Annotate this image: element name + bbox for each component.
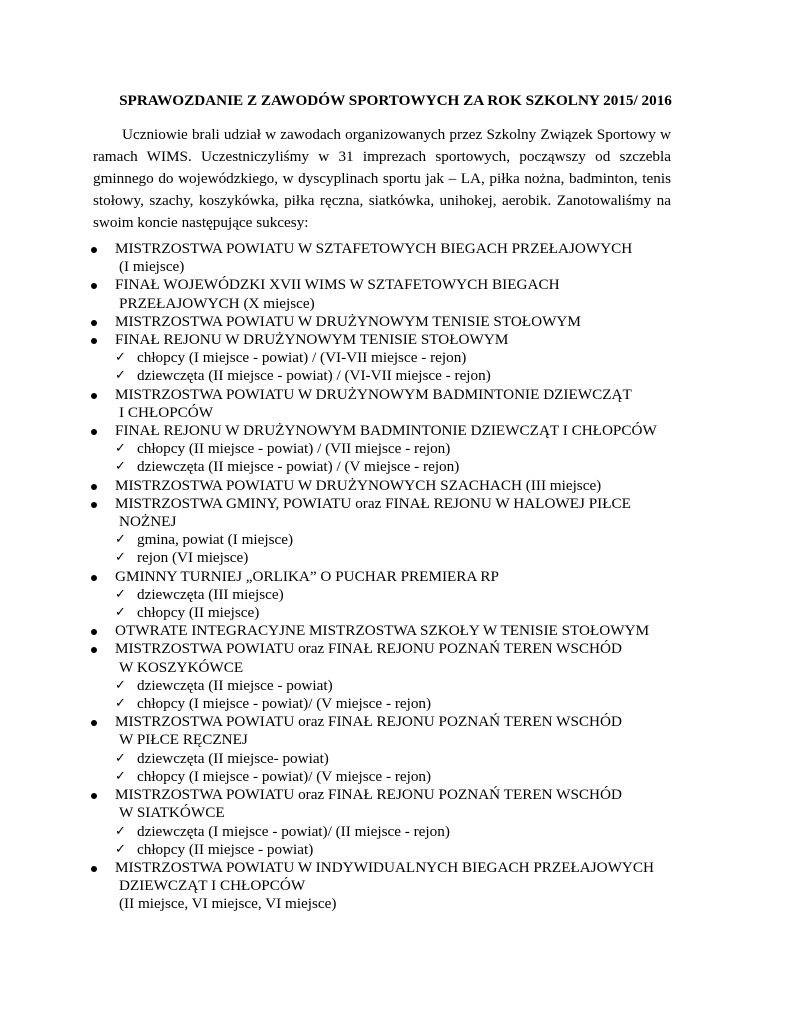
checkmark-icon: ✓	[115, 605, 126, 621]
list-item	[0, 240, 791, 276]
list-item-line: MISTRZOSTWA POWIATU W DRUŻYNOWYM TENISIE STOŁOWYM	[115, 312, 581, 330]
sub-list-item	[115, 768, 791, 786]
sub-list-item-text: chłopcy (II miejsce - powiat)	[137, 840, 314, 858]
list-item-text	[115, 276, 675, 312]
checkmark-icon: ✓	[115, 459, 126, 475]
list-item-line: I CHŁOPCÓW	[119, 403, 214, 421]
list-item	[0, 422, 791, 477]
list-item	[0, 568, 791, 623]
list-item-line: DZIEWCZĄT I CHŁOPCÓW	[119, 877, 306, 895]
sub-list-item-text: gmina, powiat (I miejsce)	[137, 531, 294, 549]
bullet-dot-icon	[91, 793, 97, 799]
bullet-dot-icon	[91, 629, 97, 635]
list-item	[0, 786, 791, 859]
checkmark-icon: ✓	[115, 750, 126, 766]
sub-list	[115, 750, 791, 786]
list-item	[0, 859, 791, 914]
list-item-text	[115, 640, 675, 676]
list-item	[0, 386, 791, 422]
sub-list-item-text: dziewczęta (II miejsce - powiat)	[137, 676, 333, 694]
list-item-text	[115, 313, 675, 331]
list-item-text	[115, 477, 675, 495]
sub-list-item	[115, 695, 791, 713]
list-item-line: (I miejsce)	[119, 258, 185, 276]
list-item-line: W PIŁCE RĘCZNEJ	[119, 731, 248, 749]
sub-list-item	[115, 750, 791, 768]
checkmark-icon: ✓	[115, 841, 126, 857]
sub-list-item	[115, 440, 791, 458]
checkmark-icon: ✓	[115, 550, 126, 566]
checkmark-icon: ✓	[115, 441, 126, 457]
bullet-dot-icon	[91, 575, 97, 581]
sub-list-item-text: chłopcy (II miejsce - powiat) / (VII miejsce - rejon)	[137, 440, 451, 458]
sub-list-item	[115, 677, 791, 695]
sub-list-item	[115, 841, 791, 859]
bullet-dot-icon	[91, 283, 97, 289]
sub-list	[115, 823, 791, 859]
list-item	[0, 640, 791, 713]
sub-list-item-text: dziewczęta (I miejsce - powiat)/ (II miejsce - rejon)	[137, 822, 450, 840]
sub-list-item	[115, 823, 791, 841]
list-item-text	[115, 713, 675, 749]
sub-list-item-text: dziewczęta (II miejsce - powiat) / (V miejsce - rejon)	[137, 458, 460, 476]
sub-list-item	[115, 458, 791, 476]
list-item-line: W KOSZYKÓWCE	[119, 658, 244, 676]
sub-list	[115, 440, 791, 476]
sub-list-item	[115, 586, 791, 604]
bullet-dot-icon	[91, 338, 97, 344]
bullet-dot-icon	[91, 484, 97, 490]
list-item-text	[115, 568, 675, 586]
document-title: SPRAWOZDANIE Z ZAWODÓW SPORTOWYCH ZA ROK SZKOLNY 2015/ 2016	[119, 92, 672, 109]
list-item-line: FINAŁ WOJEWÓDZKI XVII WIMS W SZTAFETOWYCH BIEGACH	[115, 276, 560, 294]
list-item-line: MISTRZOSTWA POWIATU W INDYWIDUALNYCH BIEGACH PRZEŁAJOWYCH	[115, 858, 654, 876]
checkmark-icon: ✓	[115, 696, 126, 712]
intro-paragraph	[93, 124, 671, 234]
checkmark-icon: ✓	[115, 768, 126, 784]
sub-list-item	[115, 604, 791, 622]
list-item	[0, 495, 791, 568]
list-item-text	[115, 786, 675, 822]
list-item-line: OTWRATE INTEGRACYJNE MISTRZOSTWA SZKOŁY W TENISIE STOŁOWYM	[115, 622, 650, 640]
list-item-line: MISTRZOSTWA POWIATU W SZTAFETOWYCH BIEGACH PRZEŁAJOWYCH	[115, 240, 633, 257]
list-item-text	[115, 331, 675, 349]
list-item-line: MISTRZOSTWA POWIATU oraz FINAŁ REJONU POZNAŃ TEREN WSCHÓD	[115, 786, 622, 804]
sub-list-item-text: dziewczęta (II miejsce- powiat)	[137, 749, 329, 767]
list-item-line: MISTRZOSTWA POWIATU W DRUŻYNOWYCH SZACHACH (III miejsce)	[115, 476, 602, 494]
bullet-dot-icon	[91, 720, 97, 726]
list-item-line: MISTRZOSTWA POWIATU oraz FINAŁ REJONU POZNAŃ TEREN WSCHÓD	[115, 640, 622, 658]
list-item	[0, 331, 791, 386]
checkmark-icon: ✓	[115, 677, 126, 693]
list-item-line: MISTRZOSTWA POWIATU oraz FINAŁ REJONU POZNAŃ TEREN WSCHÓD	[115, 713, 622, 731]
list-item-line: FINAŁ REJONU W DRUŻYNOWYM TENISIE STOŁOWYM	[115, 331, 509, 349]
sub-list	[115, 586, 791, 622]
list-item-line: PRZEŁAJOWYCH (X miejsce)	[119, 294, 315, 312]
sub-list-item	[115, 549, 791, 567]
sub-list-item-text: chłopcy (I miejsce - powiat) / (VI-VII miejsce - rejon)	[137, 349, 467, 367]
list-item-line: (II miejsce, VI miejsce, VI miejsce)	[119, 895, 337, 913]
bullet-dot-icon	[91, 320, 97, 326]
sub-list	[115, 531, 791, 567]
bullet-dot-icon	[91, 866, 97, 872]
checkmark-icon: ✓	[115, 532, 126, 548]
list-item	[0, 477, 791, 495]
bullet-dot-icon	[91, 429, 97, 435]
list-item-text	[115, 495, 675, 531]
checkmark-icon: ✓	[115, 586, 126, 602]
sub-list	[115, 349, 791, 385]
intro-text: Uczniowie brali udział w zawodach organizowanych przez Szkolny Związek Sportowy w ramach WIMS. Uczestniczyliśmy w 31 imprezach sportowych, począwszy od szczebla gminnego do wojewódzkiego, w dyscyplinach sportu jak – LA, piłka nożna, badminton, tenis stołowy, szachy, koszykówka, piłka ręczna, siatkówka, unihokej, aerobik. Zanotowaliśmy na swoim koncie następujące sukcesy:	[93, 126, 671, 231]
bullet-dot-icon	[91, 247, 97, 253]
sub-list	[115, 677, 791, 713]
checkmark-icon: ✓	[115, 368, 126, 384]
sub-list-item-text: chłopcy (II miejsce)	[137, 604, 260, 622]
list-item-text	[115, 422, 675, 440]
list-item	[0, 313, 791, 331]
bullet-dot-icon	[91, 647, 97, 653]
sub-list-item-text: chłopcy (I miejsce - powiat)/ (V miejsce - rejon)	[137, 767, 432, 785]
list-item-line: MISTRZOSTWA POWIATU W DRUŻYNOWYM BADMINTONIE DZIEWCZĄT	[115, 385, 632, 403]
list-item	[0, 276, 791, 312]
sub-list-item-text: chłopcy (I miejsce - powiat)/ (V miejsce - rejon)	[137, 695, 432, 713]
checkmark-icon: ✓	[115, 823, 126, 839]
bullet-dot-icon	[91, 393, 97, 399]
list-item-line: NOŻNEJ	[119, 513, 177, 531]
list-item-line: MISTRZOSTWA GMINY, POWIATU oraz FINAŁ REJONU W HALOWEJ PIŁCE	[115, 494, 631, 512]
list-item-line: FINAŁ REJONU W DRUŻYNOWYM BADMINTONIE DZIEWCZĄT I CHŁOPCÓW	[115, 422, 657, 440]
sub-list-item	[115, 367, 791, 385]
list-item-line: W SIATKÓWCE	[119, 804, 225, 822]
sub-list-item-text: dziewczęta (II miejsce - powiat) / (VI-VII miejsce - rejon)	[137, 367, 491, 385]
list-item-text	[115, 622, 675, 640]
list-item	[0, 713, 791, 786]
sub-list-item	[115, 531, 791, 549]
list-item	[0, 622, 791, 640]
sub-list-item-text: rejon (VI miejsce)	[137, 549, 249, 567]
sub-list-item	[115, 349, 791, 367]
list-item-text	[115, 386, 675, 422]
list-item-text	[115, 240, 675, 276]
checkmark-icon: ✓	[115, 350, 126, 366]
list-item-line: GMINNY TURNIEJ „ORLIKA” O PUCHAR PREMIERA RP	[115, 567, 499, 585]
sub-list-item-text: dziewczęta (III miejsce)	[137, 585, 284, 603]
bullet-dot-icon	[91, 502, 97, 508]
achievements-list	[0, 240, 791, 914]
list-item-text	[115, 859, 675, 914]
